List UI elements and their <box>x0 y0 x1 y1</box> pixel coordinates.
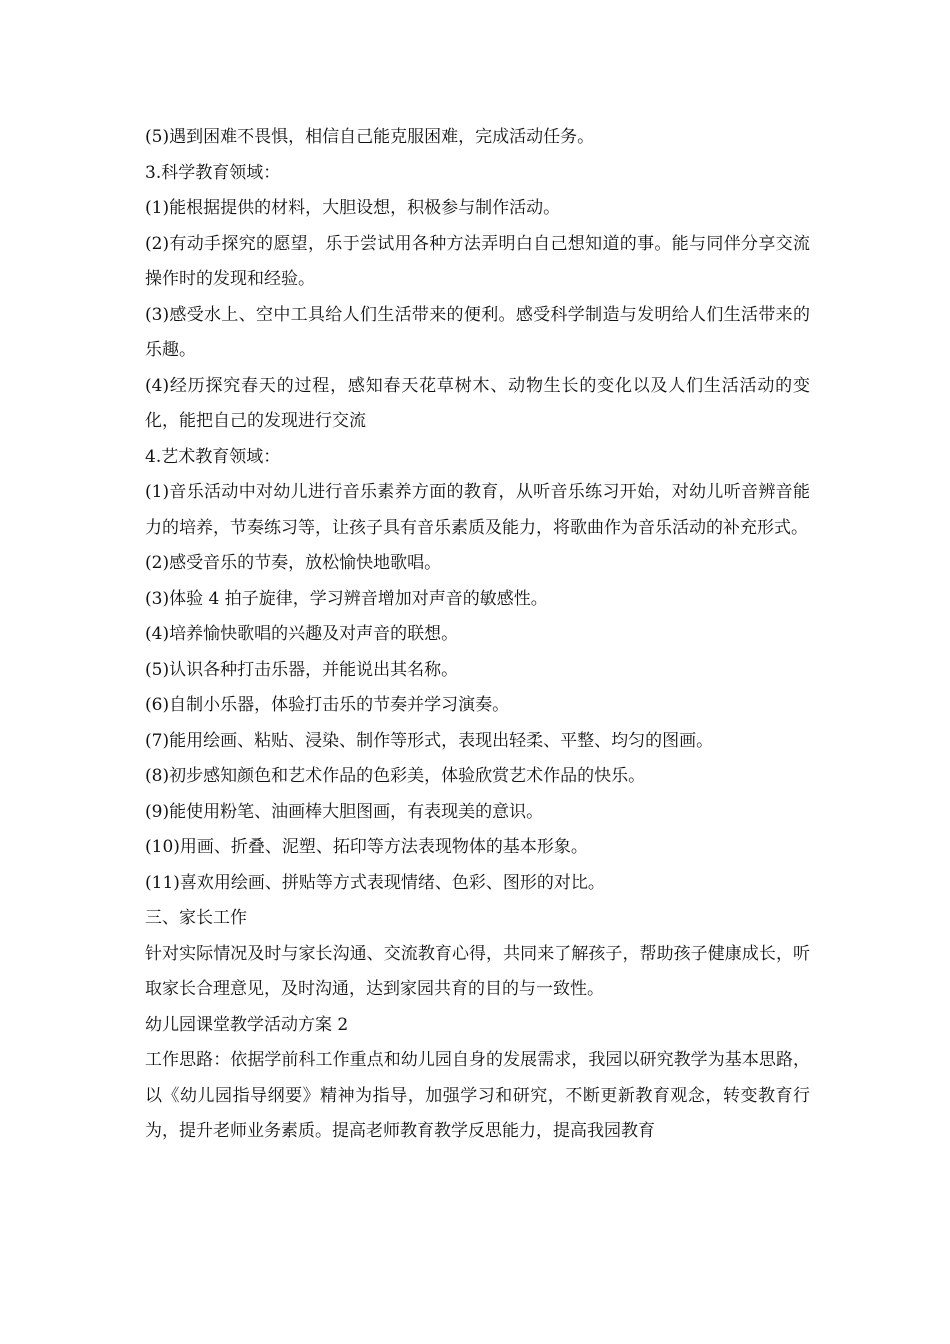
document-body <box>145 120 810 1150</box>
paragraph-art-6: (6)自制小乐器，体验打击乐的节奏并学习演奏。 <box>145 695 510 715</box>
paragraph-art-10: (10)用画、折叠、泥塑、拓印等方法表现物体的基本形象。 <box>145 837 588 857</box>
paragraph-art-3: (3)体验 4 拍子旋律，学习辨音增加对声音的敏感性。 <box>145 588 548 609</box>
section-heading-art: 4.艺术教育领域： <box>145 446 281 467</box>
document-title-plan-2: 幼儿园课堂教学活动方案 2 <box>145 1014 349 1035</box>
paragraph-art-1: (1)音乐活动中对幼儿进行音乐素养方面的教育，从听音乐练习开始，对幼儿听音辨音能力的培养，节奏练习等，让孩子具有音乐素质及能力，将歌曲作为音乐活动的补充形式。 <box>145 482 810 538</box>
paragraph-science-3: (3)感受水上、空中工具给人们生活带来的便利。感受科学制造与发明给人们生活带来的乐趣。 <box>145 304 810 360</box>
paragraph-art-5: (5)认识各种打击乐器，并能说出其名称。 <box>145 659 459 680</box>
paragraph-art-2: (2)感受音乐的节奏，放松愉快地歌唱。 <box>145 553 442 573</box>
paragraph-art-7: (7)能用绘画、粘贴、浸染、制作等形式，表现出轻柔、平整、均匀的图画。 <box>145 730 714 751</box>
paragraph-art-11: (11)喜欢用绘画、拼贴等方式表现情绪、色彩、图形的对比。 <box>145 872 605 893</box>
section-heading-science: 3.科学教育领域： <box>145 162 281 183</box>
paragraph-parents-work: 针对实际情况及时与家长沟通、交流教育心得，共同来了解孩子，帮助孩子健康成长，听取家长合理意见，及时沟通，达到家园共育的目的与一致性。 <box>145 943 810 999</box>
paragraph-science-4: (4)经历探究春天的过程，感知春天花草树木、动物生长的变化以及人们生活活动的变化，能把自己的发现进行交流 <box>145 375 810 431</box>
paragraph-art-8: (8)初步感知颜色和艺术作品的色彩美，体验欣赏艺术作品的快乐。 <box>145 766 646 786</box>
section-heading-parents: 三、家长工作 <box>145 908 247 928</box>
paragraph-science-1: (1)能根据提供的材料，大胆设想，积极参与制作活动。 <box>145 198 561 218</box>
paragraph-item-5-overcome-difficulties: (5)遇到困难不畏惧，相信自己能克服困难，完成活动任务。 <box>145 127 595 147</box>
paragraph-work-approach: 工作思路：依据学前科工作重点和幼儿园自身的发展需求，我园以研究教学为基本思路，以《幼儿园指导纲要》精神为指导，加强学习和研究，不断更新教育观念，转变教育行为，提升老师业务素质。提高老师教育教学反思能力，提高我园教育 <box>145 1050 810 1141</box>
paragraph-science-2: (2)有动手探究的愿望，乐于尝试用各种方法弄明白自己想知道的事。能与同伴分享交流操作时的发现和经验。 <box>145 233 810 289</box>
paragraph-art-9: (9)能使用粉笔、油画棒大胆图画，有表现美的意识。 <box>145 801 544 822</box>
paragraph-art-4: (4)培养愉快歌唱的兴趣及对声音的联想。 <box>145 624 459 644</box>
